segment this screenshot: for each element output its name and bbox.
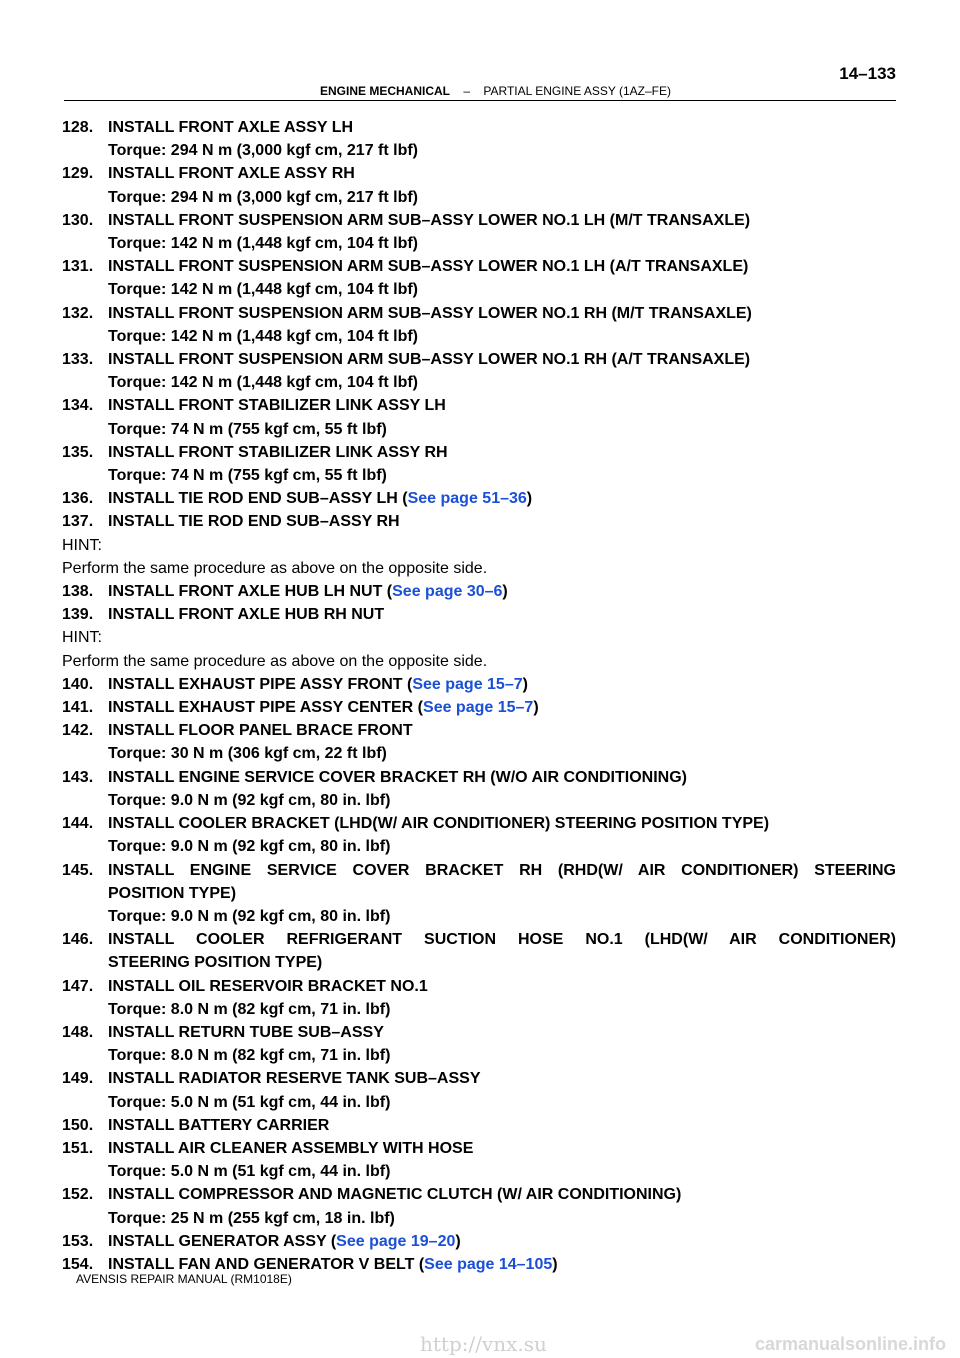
- step-number: 143.: [62, 768, 94, 786]
- footer-manual: AVENSIS REPAIR MANUAL (RM1018E): [76, 1272, 292, 1286]
- torque-spec: Torque: 294 N m (3,000 kgf cm, 217 ft lbf): [108, 188, 419, 206]
- watermark-site: carmanualsonline.info: [754, 1334, 946, 1354]
- procedure-list: [62, 116, 896, 1276]
- step-text: INSTALL FRONT AXLE HUB RH NUT: [108, 606, 385, 624]
- step-text-end: ): [526, 490, 533, 508]
- hint-text: Perform the same procedure as above on the opposite side.: [62, 559, 488, 577]
- step-text: INSTALL EXHAUST PIPE ASSY FRONT (: [108, 675, 413, 693]
- step-number: 129.: [62, 165, 94, 183]
- step-text: INSTALL EXHAUST PIPE ASSY CENTER (: [108, 699, 424, 717]
- step-text: INSTALL COMPRESSOR AND MAGNETIC CLUTCH (W/ AIR CONDITIONING): [108, 1186, 682, 1204]
- step-number: 150.: [62, 1116, 94, 1134]
- step-line: [62, 1137, 896, 1160]
- step-number: 148.: [62, 1023, 94, 1041]
- step-line: [62, 441, 896, 464]
- step-continuation: POSITION TYPE): [108, 884, 237, 902]
- hint-text: Perform the same procedure as above on the opposite side.: [62, 652, 488, 670]
- page-reference-link[interactable]: See page 14–105: [424, 1255, 553, 1273]
- torque-spec: Torque: 142 N m (1,448 kgf cm, 104 ft lbf): [108, 281, 419, 299]
- step-text-end: ): [502, 583, 508, 601]
- step-number: 137.: [62, 513, 94, 531]
- step-text: INSTALL FRONT STABILIZER LINK ASSY RH: [108, 443, 448, 461]
- torque-spec: Torque: 142 N m (1,448 kgf cm, 104 ft lbf): [108, 327, 419, 345]
- step-line: [62, 510, 896, 533]
- torque-spec: Torque: 294 N m (3,000 kgf cm, 217 ft lbf): [108, 142, 419, 160]
- step-number: 131.: [62, 258, 94, 276]
- step-number: 130.: [62, 211, 94, 229]
- step-line: [62, 975, 896, 998]
- step-number: 145.: [62, 861, 94, 879]
- step-number: 133.: [62, 351, 94, 369]
- step-line: [62, 812, 896, 835]
- step-number: 146.: [62, 931, 94, 949]
- page-header: [64, 62, 896, 102]
- step-text: INSTALL ENGINE SERVICE COVER BRACKET RH (RHD(W/ AIR CONDITIONER) STEERING: [108, 861, 896, 879]
- step-text: INSTALL FRONT STABILIZER LINK ASSY LH: [108, 397, 446, 415]
- hint-label: HINT:: [62, 629, 102, 647]
- step-text: INSTALL FRONT AXLE ASSY RH: [108, 165, 355, 183]
- watermark-url: http://vnx.su: [420, 1332, 547, 1356]
- step-text: INSTALL FRONT AXLE ASSY LH: [108, 119, 354, 136]
- step-text: INSTALL COOLER REFRIGERANT SUCTION HOSE NO.1 (LHD(W/ AIR CONDITIONER): [108, 931, 896, 949]
- step-line: [62, 859, 896, 882]
- step-line: [62, 348, 896, 371]
- step-line: [62, 302, 896, 325]
- step-line: [62, 719, 896, 742]
- page-number: 14–133: [839, 64, 896, 83]
- step-text: INSTALL ENGINE SERVICE COVER BRACKET RH (W/O AIR CONDITIONING): [108, 768, 687, 786]
- torque-spec: Torque: 5.0 N m (51 kgf cm, 44 in. lbf): [108, 1163, 391, 1181]
- step-number: 153.: [62, 1232, 94, 1250]
- torque-spec: Torque: 74 N m (755 kgf cm, 55 ft lbf): [108, 420, 387, 438]
- step-text-end: ): [455, 1232, 461, 1250]
- step-text: INSTALL FRONT SUSPENSION ARM SUB–ASSY LOWER NO.1 LH (A/T TRANSAXLE): [108, 258, 749, 276]
- subsection-name: PARTIAL ENGINE ASSY (1AZ–FE): [483, 84, 672, 98]
- section-title: [320, 84, 671, 98]
- torque-spec: Torque: 8.0 N m (82 kgf cm, 71 in. lbf): [108, 1047, 391, 1065]
- step-text-end: ): [533, 699, 539, 717]
- step-line: [62, 1067, 896, 1090]
- section-name: ENGINE MECHANICAL: [320, 84, 451, 98]
- step-text: INSTALL FRONT SUSPENSION ARM SUB–ASSY LOWER NO.1 RH (M/T TRANSAXLE): [108, 304, 752, 322]
- step-line: [62, 1183, 896, 1206]
- step-line: [62, 673, 896, 696]
- torque-spec: Torque: 5.0 N m (51 kgf cm, 44 in. lbf): [108, 1093, 391, 1111]
- step-text: INSTALL COOLER BRACKET (LHD(W/ AIR CONDITIONER) STEERING POSITION TYPE): [108, 815, 770, 833]
- step-number: 141.: [62, 699, 94, 717]
- hint-label: HINT:: [62, 536, 102, 554]
- step-number: 142.: [62, 722, 94, 740]
- torque-spec: Torque: 142 N m (1,448 kgf cm, 104 ft lbf): [108, 374, 419, 392]
- step-line: [62, 116, 896, 139]
- step-number: 134.: [62, 397, 94, 415]
- step-line: [62, 928, 896, 951]
- step-number: 135.: [62, 443, 94, 461]
- step-number: 138.: [62, 583, 94, 601]
- page-reference-link[interactable]: See page 15–7: [423, 699, 534, 717]
- step-line: [62, 1230, 896, 1253]
- step-number: 151.: [62, 1139, 94, 1157]
- section-separator: –: [463, 84, 471, 98]
- step-line: [62, 580, 896, 603]
- torque-spec: Torque: 9.0 N m (92 kgf cm, 80 in. lbf): [108, 791, 391, 809]
- step-line: [62, 766, 896, 789]
- step-text: INSTALL RADIATOR RESERVE TANK SUB–ASSY: [108, 1070, 481, 1088]
- step-line: [62, 487, 896, 510]
- step-number: 132.: [62, 304, 94, 322]
- torque-spec: Torque: 9.0 N m (92 kgf cm, 80 in. lbf): [108, 907, 391, 925]
- step-line: [62, 394, 896, 417]
- torque-spec: Torque: 25 N m (255 kgf cm, 18 in. lbf): [108, 1209, 395, 1227]
- header-rule: [64, 100, 896, 101]
- page-reference-link[interactable]: See page 30–6: [392, 583, 503, 601]
- step-text: INSTALL OIL RESERVOIR BRACKET NO.1: [108, 977, 428, 995]
- step-text: INSTALL BATTERY CARRIER: [108, 1116, 330, 1134]
- step-number: 154.: [62, 1255, 94, 1273]
- step-number: 136.: [62, 490, 94, 508]
- step-text: INSTALL TIE ROD END SUB–ASSY LH (: [108, 490, 408, 508]
- step-text-end: ): [522, 675, 528, 693]
- step-number: 128.: [62, 119, 94, 136]
- step-line: [62, 603, 896, 626]
- step-number: 149.: [62, 1070, 94, 1088]
- page-reference-link[interactable]: See page 15–7: [412, 675, 523, 693]
- step-text: INSTALL FLOOR PANEL BRACE FRONT: [108, 722, 413, 740]
- step-line: [62, 1114, 896, 1137]
- step-text: INSTALL TIE ROD END SUB–ASSY RH: [108, 513, 400, 531]
- step-text: INSTALL FRONT SUSPENSION ARM SUB–ASSY LOWER NO.1 LH (M/T TRANSAXLE): [108, 211, 751, 229]
- step-line: [62, 696, 896, 719]
- step-number: 144.: [62, 815, 94, 833]
- step-number: 140.: [62, 675, 94, 693]
- step-text: INSTALL FAN AND GENERATOR V BELT (: [108, 1255, 425, 1273]
- step-text-end: ): [552, 1255, 558, 1273]
- torque-spec: Torque: 30 N m (306 kgf cm, 22 ft lbf): [108, 745, 387, 763]
- step-line: [62, 209, 896, 232]
- step-line: [62, 255, 896, 278]
- page-reference-link[interactable]: See page 51–36: [407, 490, 527, 508]
- step-text: INSTALL FRONT SUSPENSION ARM SUB–ASSY LOWER NO.1 RH (A/T TRANSAXLE): [108, 351, 751, 369]
- step-text: INSTALL AIR CLEANER ASSEMBLY WITH HOSE: [108, 1139, 474, 1157]
- step-line: [62, 162, 896, 185]
- step-text: INSTALL GENERATOR ASSY (: [108, 1232, 337, 1250]
- step-continuation: STEERING POSITION TYPE): [108, 954, 323, 972]
- step-number: 139.: [62, 606, 94, 624]
- step-number: 152.: [62, 1186, 94, 1204]
- step-number: 147.: [62, 977, 94, 995]
- step-text: INSTALL FRONT AXLE HUB LH NUT (: [108, 583, 393, 601]
- step-line: [62, 1021, 896, 1044]
- torque-spec: Torque: 142 N m (1,448 kgf cm, 104 ft lbf): [108, 235, 419, 253]
- torque-spec: Torque: 74 N m (755 kgf cm, 55 ft lbf): [108, 467, 387, 485]
- torque-spec: Torque: 9.0 N m (92 kgf cm, 80 in. lbf): [108, 838, 391, 856]
- step-text: INSTALL RETURN TUBE SUB–ASSY: [108, 1023, 384, 1041]
- page-reference-link[interactable]: See page 19–20: [336, 1232, 456, 1250]
- torque-spec: Torque: 8.0 N m (82 kgf cm, 71 in. lbf): [108, 1000, 391, 1018]
